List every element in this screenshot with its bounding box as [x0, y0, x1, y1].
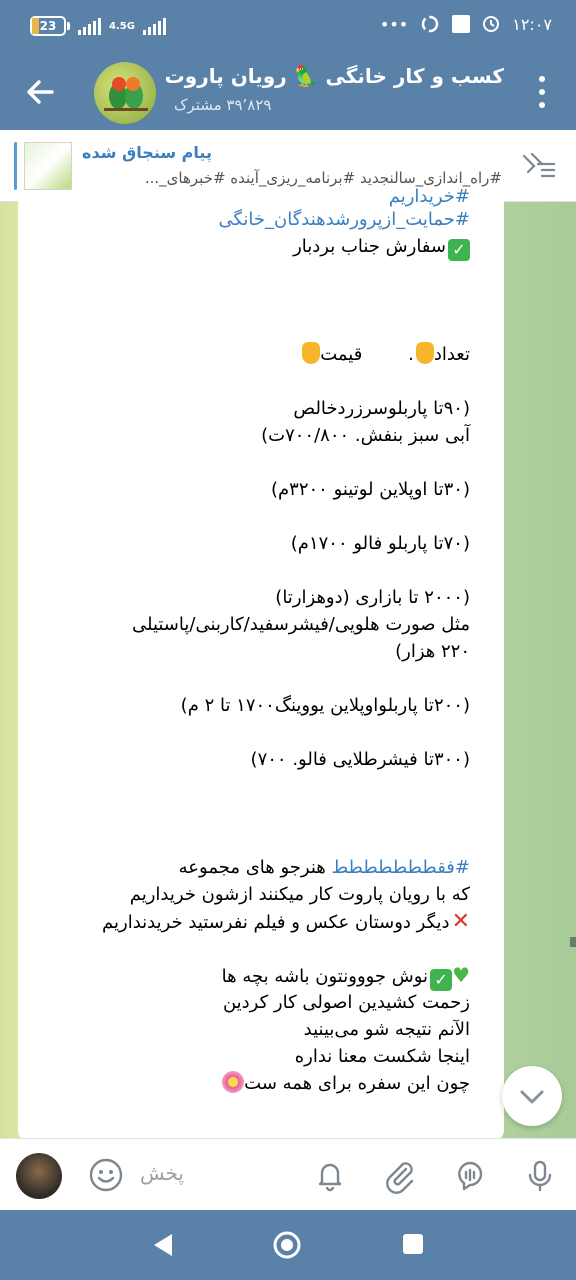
message-line: (۲۰۰تا پاربلواوپلاین یووینگ۱۷۰۰ تا ۲ م): [180, 695, 470, 716]
message-line: [40, 962, 470, 989]
network-type: 4.5G: [109, 20, 135, 32]
parrot-avatar-icon: [94, 62, 156, 124]
subscriber-count: ۳۹٬۸۲۹ مشترک: [174, 96, 272, 114]
message-line: [40, 854, 470, 881]
pinned-text: #راه_اندازی_سالنجدید #برنامه_ریزی_آینده #خبرهای_...: [144, 169, 502, 187]
message-text: هنرجو های مجموعه: [178, 857, 332, 878]
status-left: [30, 16, 166, 36]
clock-icon: [482, 15, 500, 33]
pinned-indicator: [14, 142, 17, 190]
clock-time: ۱۲:۰۷: [512, 14, 552, 34]
count-label: تعداد: [433, 344, 470, 365]
message-line: ۲۲۰ هزار): [395, 641, 470, 662]
scroll-down-button[interactable]: [502, 1066, 562, 1126]
system-nav-bar: [0, 1210, 576, 1280]
message-line: (۷۰تا پاربلو فالو ۱۷۰۰م): [290, 533, 470, 554]
scroll-indicator: [570, 937, 576, 947]
signal-icon: [78, 17, 101, 35]
back-arrow-icon[interactable]: [22, 74, 58, 110]
sync-icon: [420, 14, 440, 34]
pinned-thumbnail: [24, 142, 72, 190]
chevron-down-icon: [502, 1066, 562, 1126]
send-as-avatar[interactable]: [16, 1153, 62, 1199]
hashtag-link[interactable]: #حمایت_ازپرورشدهندگان_خانگی: [218, 209, 470, 230]
message-line: که با رویان پاروت کار میکنند ازشون خریداریم: [129, 884, 470, 905]
message-line: (۳۰۰تا فیشرطلایی فالو. ۷۰۰): [250, 749, 470, 770]
pointing-down-icon: [302, 342, 320, 364]
message-bubble[interactable]: [18, 186, 504, 1142]
message-text: چون این سفره برای همه ست: [244, 1073, 470, 1094]
pointing-down-icon: [416, 342, 434, 364]
price-label: قیمت: [320, 344, 363, 365]
message-line: زحمت کشیدین اصولی کار کردین: [222, 992, 470, 1013]
message-text: دیگر دوستان عکس و فیلم نفرستید خریدنداریم: [102, 912, 450, 933]
message-line: (۲۰۰۰ تا بازاری (دوهزارتا): [275, 587, 470, 608]
message-line: [40, 233, 470, 260]
more-dots-icon: •••: [379, 14, 409, 34]
message-text: نوش جووونتون باشه بچه ها: [221, 966, 429, 987]
bottom-bar: [0, 1138, 576, 1210]
chat-area[interactable]: [0, 186, 576, 1138]
chat-header: [0, 54, 576, 130]
more-vert-icon[interactable]: [538, 76, 546, 108]
green-heart-icon: ♥: [452, 963, 470, 987]
app-square-icon: [452, 15, 470, 33]
nav-recents-icon[interactable]: [402, 1233, 424, 1255]
nav-back-icon[interactable]: [150, 1232, 176, 1258]
signal-2-icon: [143, 17, 166, 35]
unpin-list-icon[interactable]: [520, 150, 558, 182]
message-line: الآنم نتیجه شو می‌بینید: [303, 1019, 470, 1040]
order-text: سفارش جناب بردبار: [293, 236, 446, 257]
bell-icon[interactable]: [312, 1157, 348, 1193]
status-right: [380, 14, 552, 34]
battery-fill: [32, 18, 39, 34]
check-icon: ✓: [448, 239, 470, 261]
voice-chat-icon[interactable]: [452, 1157, 488, 1193]
check-icon: ✓: [430, 969, 452, 991]
mic-icon[interactable]: [522, 1157, 558, 1193]
message-line: [40, 908, 470, 935]
channel-avatar[interactable]: [94, 62, 156, 124]
channel-title[interactable]: کسب و کار خانگی 🦜 رویان پاروت: [164, 64, 504, 88]
status-bar: [0, 0, 576, 54]
attach-icon[interactable]: [382, 1157, 418, 1193]
emoji-icon[interactable]: [88, 1157, 124, 1193]
hashtag-link[interactable]: #خریداریم: [388, 186, 470, 207]
message-line: تعداد. قیمت: [40, 341, 470, 368]
message-line: (۹۰تا پاربلوسرزردخالص: [293, 398, 470, 419]
nav-home-icon[interactable]: [272, 1230, 302, 1260]
message-line: [40, 1070, 470, 1097]
message-line: آبی سبز بنفش. ۷۰۰/۸۰۰ت): [261, 425, 470, 446]
message-line: مثل صورت هلویی/فیشرسفید/کاربنی/پاستیلی: [131, 614, 470, 635]
pinned-title: پیام سنجاق شده: [82, 143, 212, 162]
cross-mark-icon: ✕: [451, 909, 470, 934]
message-line: (۳۰تا اوپلاین لوتینو ۳۲۰۰م): [271, 479, 470, 500]
broadcast-input[interactable]: پخش: [140, 1161, 184, 1185]
message-line: اینجا شکست معنا نداره: [294, 1046, 470, 1067]
hashtag-link[interactable]: #فقططططططط: [331, 857, 470, 878]
battery-level: 23: [39, 19, 57, 33]
battery-icon: [30, 16, 70, 36]
bouquet-icon: [222, 1071, 244, 1093]
